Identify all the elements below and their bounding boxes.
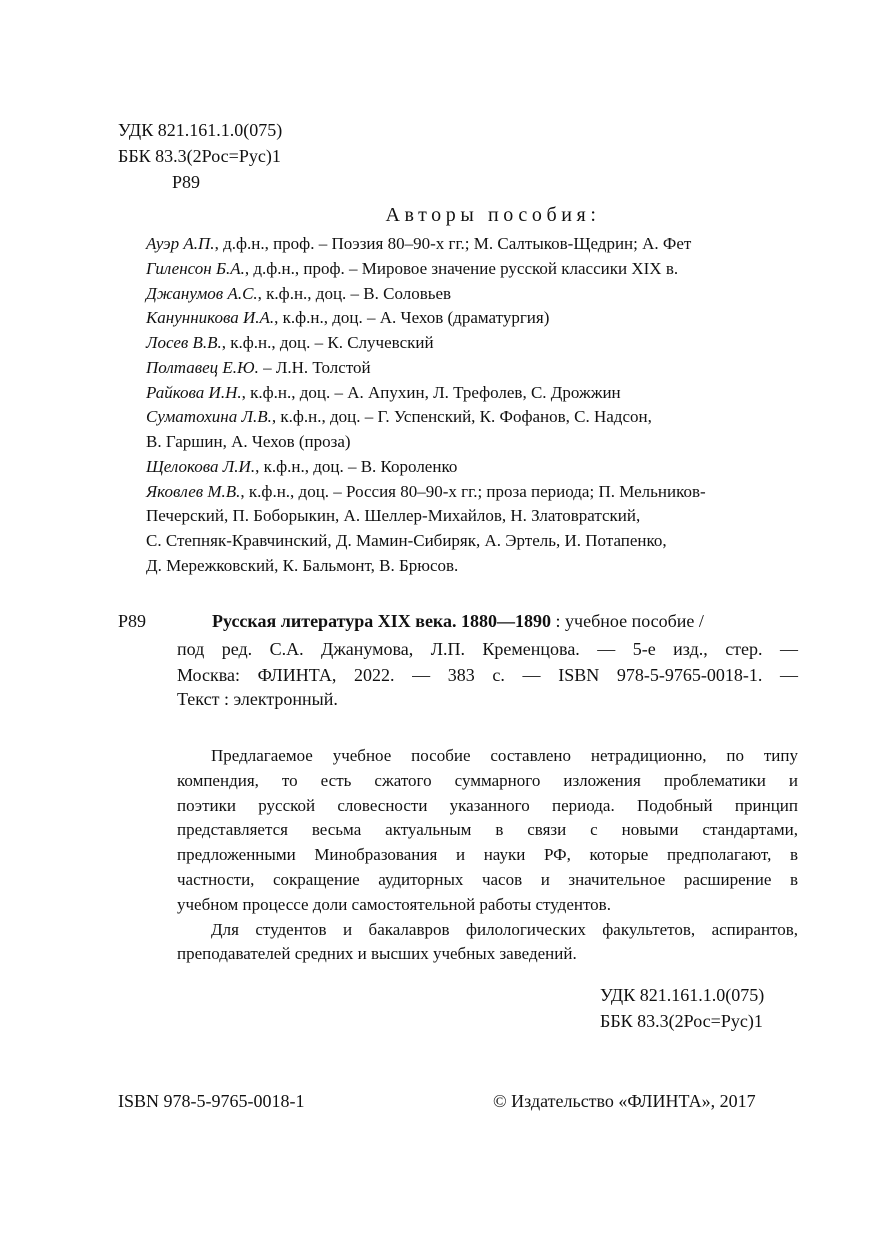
author-line: Полтавец Е.Ю. – Л.Н. Толстой (146, 358, 371, 377)
author-line: В. Гаршин, А. Чехов (проза) (146, 432, 351, 451)
isbn: ISBN 978-5-9765-0018-1 (118, 1091, 305, 1111)
annotation-line: поэтики русской словесности указанного периода. Подобный принцип (177, 795, 798, 815)
annotation-line: представляется весьма актуальным в связи с новыми стандартами, (177, 820, 798, 840)
annotation-line: преподавателей средних и высших учебных заведений. (177, 944, 577, 964)
annotation-line: Предлагаемое учебное пособие составлено нетрадиционно, по типу (211, 746, 798, 765)
record-author-mark: Р89 (118, 611, 147, 631)
author-line: Канунникова И.А., к.ф.н., доц. – А. Чехов (драматургия) (146, 308, 550, 327)
author-line: Д. Мережковский, К. Бальмонт, В. Брюсов. (146, 556, 459, 575)
author-line: Райкова И.Н., к.ф.н., доц. – А. Апухин, Л. Трефолев, С. Дрожжин (146, 383, 621, 402)
annotation-line: компендия, то есть сжатого суммарного изложения проблематики и (177, 770, 798, 790)
annotation-line: предложенными Минобразования и науки РФ, которые предполагают, в (177, 845, 798, 865)
bbk-bottom: ББК 83.3(2Рос=Рус)1 (600, 1011, 763, 1031)
book-title: Русская литература XIX века. 1880—1890 (212, 611, 552, 631)
annotation-line: Для студентов и бакалавров филологических факультетов, аспирантов, (211, 919, 798, 939)
author-line: Гиленсон Б.А., д.ф.н., проф. – Мировое значение русской классики XIX в. (146, 259, 679, 278)
authors-heading: Авторы пособия: (385, 204, 601, 226)
record-line-3: Москва: ФЛИНТА, 2022. — 383 с. — ISBN 978-5-9765-0018-1. — (177, 665, 798, 685)
author-line: Щелокова Л.И., к.ф.н., доц. – В. Короленко (146, 457, 458, 476)
author-line: Печерский, П. Боборыкин, А. Шеллер-Михайлов, Н. Златовратский, (146, 506, 641, 525)
author-line: Суматохина Л.В., к.ф.н., доц. – Г. Успенский, К. Фофанов, С. Надсон, (146, 407, 652, 426)
record-line-1: Русская литература XIX века. 1880—1890 : учебное пособие / (212, 611, 704, 631)
author-line: Яковлев М.В., к.ф.н., доц. – Россия 80–90-х гг.; проза периода; П. Мельников- (146, 482, 706, 501)
bbk-top: ББК 83.3(2Рос=Рус)1 (118, 146, 281, 166)
record-line-2: под ред. С.А. Джанумова, Л.П. Кременцова. — 5-е изд., стер. — (177, 639, 798, 659)
annotation-line: учебном процессе доли самостоятельной работы студентов. (177, 894, 611, 914)
udk-bottom: УДК 821.161.1.0(075) (600, 985, 765, 1005)
copyright: © Издательство «ФЛИНТА», 2017 (493, 1091, 756, 1111)
annotation (177, 744, 798, 967)
author-line: Джанумов А.С., к.ф.н., доц. – В. Соловьев (146, 284, 452, 303)
author-line: Лосев В.В., к.ф.н., доц. – К. Случевский (146, 333, 434, 352)
author-mark-top: Р89 (172, 172, 201, 192)
record-line-4: Текст : электронный. (177, 689, 338, 709)
author-line: С. Степняк-Кравчинский, Д. Мамин-Сибиряк, А. Эртель, И. Потапенко, (146, 531, 667, 550)
udk-top: УДК 821.161.1.0(075) (118, 120, 283, 140)
annotation-line: частности, сокращение аудиторных часов и значительное расширение в (177, 869, 798, 889)
author-line: Ауэр А.П., д.ф.н., проф. – Поэзия 80–90-х гг.; М. Салтыков-Щедрин; А. Фет (146, 234, 692, 253)
